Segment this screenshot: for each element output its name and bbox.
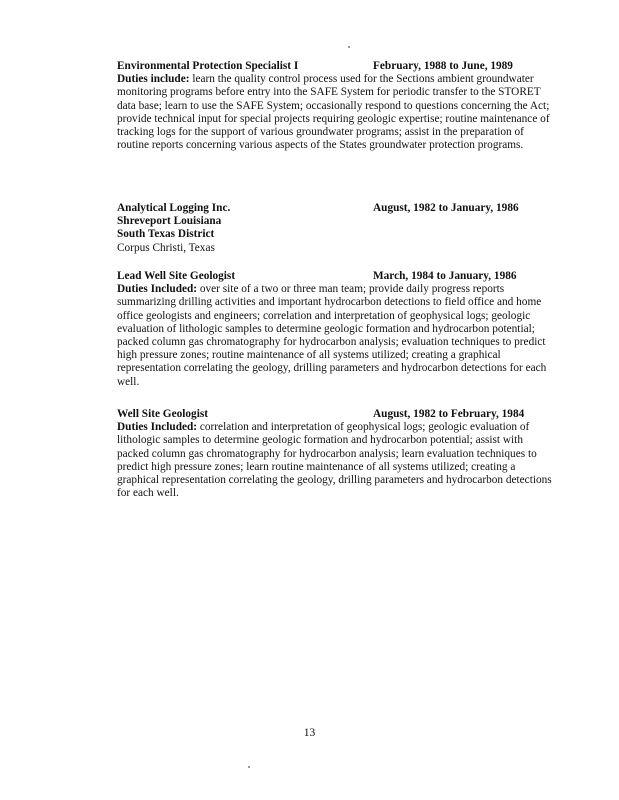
job-eps-section	[117, 60, 557, 152]
employer-heading	[117, 202, 557, 215]
job-title: Environmental Protection Specialist I	[117, 60, 299, 72]
duties-text: over site of a two or three man team; provide daily progress reports summarizing drilling activities and important hydrocarbon detections to field office and home office geologists and engineers; correlation and interpretation of geophysical logs; geologic evaluation of lithologic samples to determine geologic formation and hydrocarbon potential; packed column gas chromatography for hydrocarbon analysis; evaluation techniques to predict high pressure zones; routine maintenance of all systems utilized; creating a graphical representation correlating the geology, drilling parameters and hydrocarbon detections for each well.	[117, 283, 547, 388]
job-dates: February, 1988 to June, 1989	[373, 60, 513, 72]
duties-text: correlation and interpretation of geophysical logs; geologic evaluation of lithologic samples to determine geologic formation and hydrocarbon potential; assist with packed column gas chromatography for hydrocarbon analysis; learn evaluation techniques to predict high pressure zones; learn routine maintenance of all systems utilized; creating a graphical representation correlating the geology, drilling parameters and hydrocarbon detections for each well.	[117, 421, 552, 500]
employer-location: Corpus Christi, Texas	[117, 241, 215, 254]
job-title: Lead Well Site Geologist	[117, 270, 236, 282]
job-dates: August, 1982 to February, 1984	[373, 408, 525, 420]
job-lead-geologist-section	[117, 270, 557, 389]
employer-district: South Texas District	[117, 228, 215, 241]
job-duties	[117, 283, 557, 389]
job-duties	[117, 421, 557, 500]
job-well-site-geologist-section	[117, 408, 557, 500]
employer-name: Analytical Logging Inc.	[117, 202, 231, 214]
job-dates: March, 1984 to January, 1986	[373, 270, 517, 282]
duties-label: Duties include:	[117, 73, 190, 86]
job-heading	[117, 270, 557, 283]
job-heading	[117, 408, 557, 421]
scan-speck	[248, 766, 250, 768]
job-title: Well Site Geologist	[117, 408, 208, 420]
scan-speck	[348, 46, 350, 48]
employer-section	[117, 202, 557, 255]
duties-text: learn the quality control process used for the Sections ambient groundwater monitoring programs before entry into the SAFE System for periodic transfer to the STORET data base; learn to use the SAFE System; occasionally respond to questions concerning the Act; provide technical input for special projects requiring geologic expertise; routine maintenance of tracking logs for the support of various groundwater programs; assist in the preparation of routine reports concerning various aspects of the States groundwater protection programs.	[117, 73, 550, 152]
employer-dates: August, 1982 to January, 1986	[373, 202, 519, 214]
page-number: 13	[303, 727, 316, 739]
duties-label: Duties Included:	[117, 283, 198, 296]
employer-city: Shreveport Louisiana	[117, 215, 222, 228]
duties-label: Duties Included:	[117, 421, 198, 434]
job-duties	[117, 73, 557, 152]
job-heading	[117, 60, 557, 73]
